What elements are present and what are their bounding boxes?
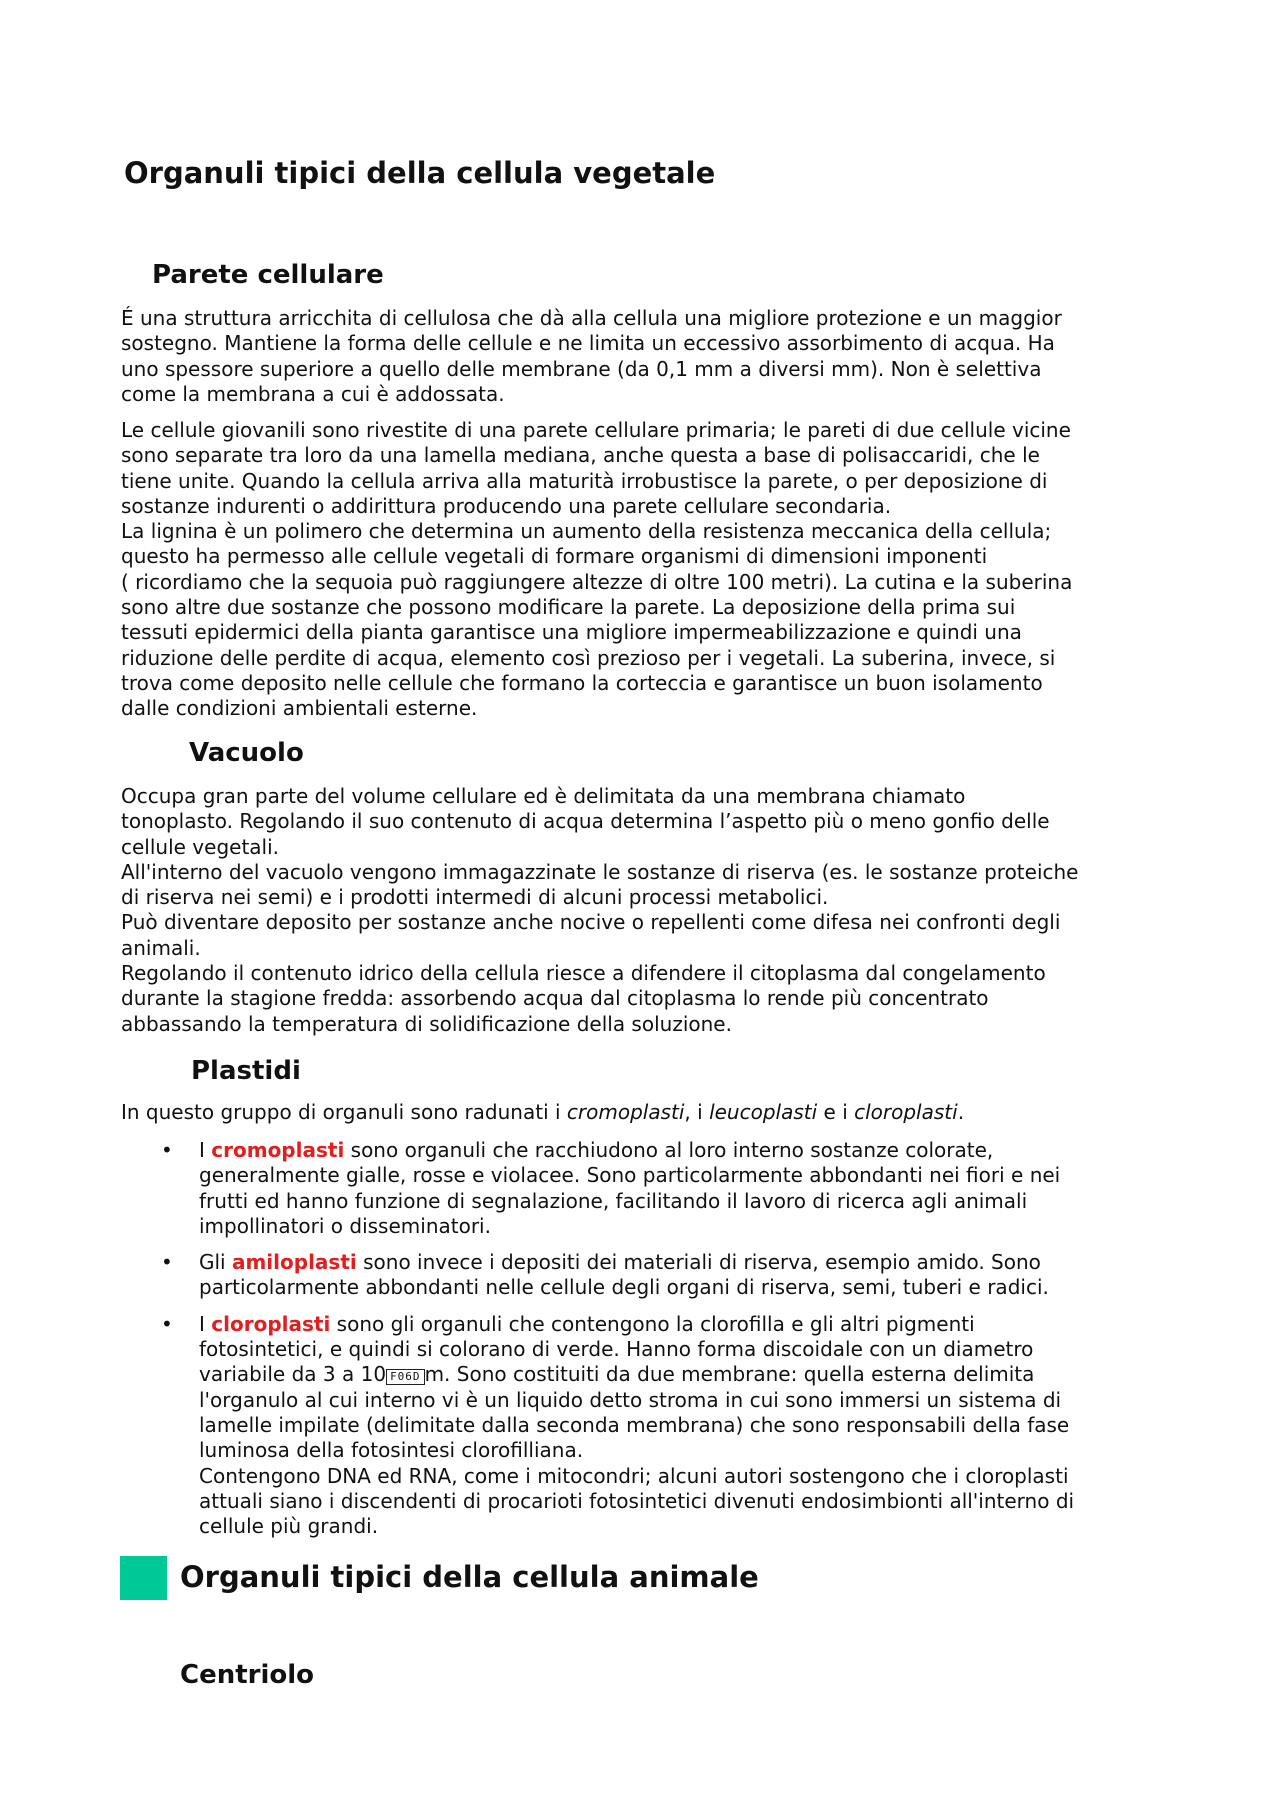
section-accent-marker — [120, 1556, 167, 1600]
text-line: Contengono DNA ed RNA, come i mitocondri; alcuni autori sostengono che i cloroplasti — [199, 1463, 1069, 1488]
section-heading-vacuolo: Vacuolo — [189, 738, 304, 768]
text-line: uno spessore superiore a quello delle membrane (da 0,1 mm a diversi mm). Non è selettiva — [121, 356, 1042, 381]
text-line: impollinatori o disseminatori. — [199, 1213, 491, 1238]
text-line: Le cellule giovanili sono rivestite di una parete cellulare primaria; le pareti di due cellule vicine — [121, 418, 1071, 442]
list-item-amiloplasti — [121, 1250, 1181, 1301]
lead-text: I — [199, 1138, 212, 1162]
highlight-term: cloroplasti — [211, 1311, 331, 1336]
text-line: come la membrana a cui è addossata. — [121, 381, 505, 406]
text-line: É una struttura arricchita di cellulosa che dà alla cellula una migliore protezione e un maggior — [121, 306, 1062, 330]
plastidi-list — [121, 1138, 1181, 1550]
text-line: La lignina è un polimero che determina un aumento della resistenza meccanica della cellula; — [121, 519, 1052, 544]
text-line: animali. — [121, 935, 201, 960]
text-line: frutti ed hanno funzione di segnalazione, facilitando il lavoro di ricerca agli animali — [199, 1188, 1028, 1213]
text-line: lamelle impilate (delimitate dalla seconda membrana) che sono responsabili della fase — [199, 1412, 1070, 1437]
text-line: luminosa della fotosintesi clorofilliana. — [199, 1438, 584, 1463]
text-line: attuali siano i discendenti di procarioti fotosintetici divenuti endosimbionti all'interno di — [199, 1488, 1075, 1513]
text-line: Può diventare deposito per sostanze anche nocive o repellenti come difesa nei confronti degli — [121, 910, 1061, 935]
text-line — [199, 1138, 993, 1162]
text-line — [121, 1100, 1161, 1125]
section-heading-plastidi: Plastidi — [191, 1056, 301, 1086]
text-line: Regolando il contenuto idrico della cellula riesce a difendere il citoplasma dal congelamento — [121, 961, 1046, 986]
term-leucoplasti: leucoplasti — [709, 1100, 818, 1124]
term-cloroplasti: cloroplasti — [854, 1100, 958, 1124]
text-line: abbassando la temperatura di solidificazione della soluzione. — [121, 1011, 732, 1036]
section-heading-parete: Parete cellulare — [152, 260, 384, 290]
paragraph-vacuolo — [121, 784, 1161, 1037]
text-line: cellule più grandi. — [199, 1514, 379, 1539]
text-line: di riserva nei semi) e i prodotti intermedi di alcuni processi metabolici. — [121, 885, 829, 910]
text-line: sono separate tra loro da una lamella mediana, anche questa a base di polisaccaridi, che le — [121, 443, 1040, 468]
text-line: tonoplasto. Regolando il suo contenuto di acqua determina l’aspetto più o meno gonfio delle — [121, 809, 1050, 834]
text-line: sostegno. Mantiene la forma delle cellule e ne limita un eccessivo assorbimento di acqua. Ha — [121, 331, 1055, 356]
text-line: sostanze indurenti o addirittura producendo una parete cellulare secondaria. — [121, 493, 892, 518]
missing-glyph-icon: F06D — [386, 1369, 425, 1385]
text-line: trova come deposito nelle cellule che formano la corteccia e garantisce un buon isolamento — [121, 670, 1043, 695]
term-cromoplasti: cromoplasti — [566, 1100, 685, 1124]
lead-text: Gli — [199, 1250, 232, 1275]
text-line: particolarmente abbondanti nelle cellule degli organi di riserva, semi, tuberi e radici. — [199, 1275, 1049, 1300]
list-item-cromoplasti — [121, 1138, 1181, 1239]
text-fragment: variabile da 3 a 10 — [199, 1362, 387, 1387]
text-line: ( ricordiamo che la sequoia può raggiungere altezze di oltre 100 metri). La cutina e la suberina — [121, 569, 1073, 594]
text-line: dalle condizioni ambientali esterne. — [121, 696, 478, 721]
text-line: tessuti epidermici della pianta garantisce una migliore impermeabilizzazione e quindi una — [121, 620, 1022, 645]
text-line: cellule vegetali. — [121, 834, 280, 859]
section-heading-centriolo: Centriolo — [180, 1660, 315, 1690]
text-line: questo ha permesso alle cellule vegetali di formare organismi di dimensioni imponenti — [121, 544, 988, 569]
text-line: tiene unite. Quando la cellula arriva alla maturità irrobustisce la parete, o per deposizione di — [121, 468, 1048, 493]
intro-prefix: In questo gruppo di organuli sono radunati i — [121, 1100, 567, 1124]
bullet-icon: • — [161, 1138, 173, 1162]
paragraph-parete-intro — [121, 306, 1161, 407]
separator: . — [957, 1100, 965, 1124]
text-fragment: sono gli organuli che contengono la clorofilla e gli altri pigmenti — [330, 1311, 975, 1336]
text-fragment: sono organuli che racchiudono al loro interno sostanze colorate, — [344, 1138, 994, 1162]
highlight-term: cromoplasti — [211, 1138, 345, 1162]
text-line: sono altre due sostanze che possono modificare la parete. La deposizione della prima sui — [121, 595, 1016, 620]
paragraph-plastidi-intro — [121, 1100, 1161, 1125]
text-line: generalmente gialle, rosse e violacee. Sono particolarmente abbondanti nei fiori e nei — [199, 1163, 1061, 1188]
page-title: Organuli tipici della cellula vegetale — [124, 156, 716, 190]
highlight-term: amiloplasti — [231, 1250, 357, 1275]
paragraph-parete-details — [121, 418, 1161, 722]
separator: , i — [684, 1100, 710, 1124]
lead-text: I — [199, 1311, 212, 1336]
text-line: durante la stagione fredda: assorbendo acqua dal citoplasma lo rende più concentrato — [121, 986, 989, 1011]
text-fragment: m. Sono costituiti da due membrane: quella esterna delimita — [424, 1362, 1035, 1387]
separator: e i — [817, 1100, 855, 1124]
text-line: riduzione delle perdite di acqua, elemento così prezioso per i vegetali. La suberina, invece, si — [121, 645, 1056, 670]
text-line: All'interno del vacuolo vengono immagazzinate le sostanze di riserva (es. le sostanze proteiche — [121, 859, 1079, 884]
section-title-animale: Organuli tipici della cellula animale — [180, 1560, 759, 1594]
text-line: l'organulo al cui interno vi è un liquido detto stroma in cui sono immersi un sistema di — [199, 1387, 1062, 1412]
text-line: Occupa gran parte del volume cellulare ed è delimitata da una membrana chiamato — [121, 784, 966, 808]
bullet-icon: • — [161, 1311, 173, 1336]
text-line: fotosintetici, e quindi si colorano di verde. Hanno forma discoidale con un diametro — [199, 1337, 1034, 1362]
text-fragment: sono invece i depositi dei materiali di riserva, esempio amido. Sono — [356, 1250, 1041, 1275]
bullet-icon: • — [161, 1250, 173, 1275]
list-item-cloroplasti — [121, 1312, 1181, 1540]
